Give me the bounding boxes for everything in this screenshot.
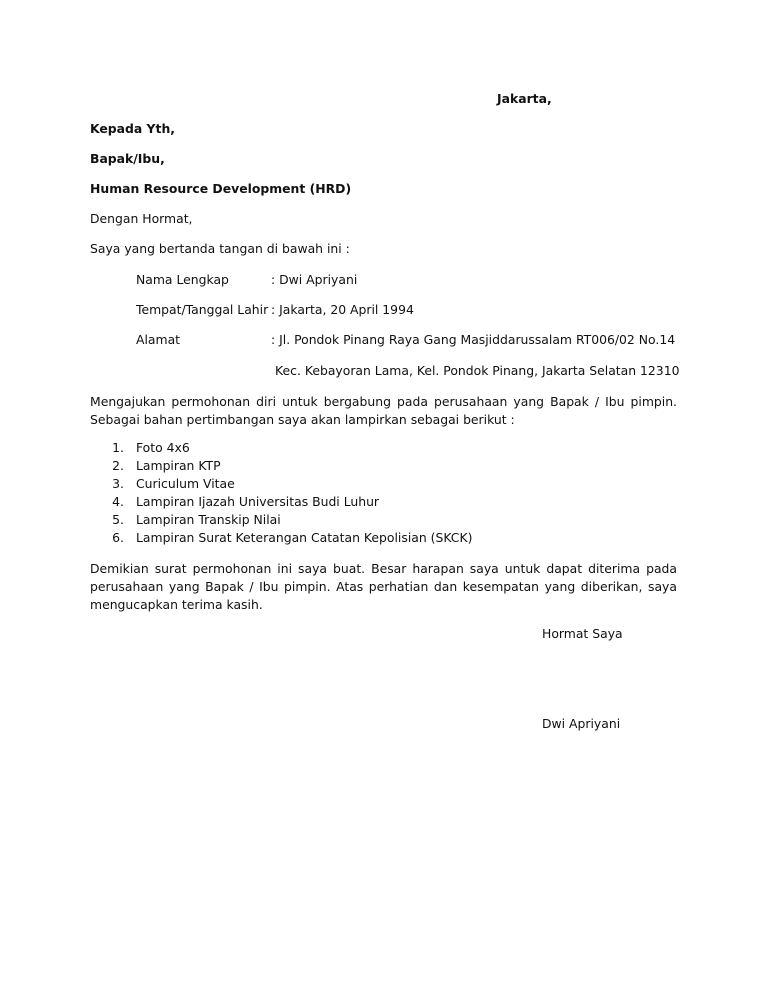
paragraph-application: Mengajukan permohonan diri untuk bergabung pada perusahaan yang Bapak / Ibu pimpin. Sebagai bahan pertimbangan saya akan lampirkan sebagai berikut :: [90, 394, 677, 427]
name-label: Nama Lengkap: [136, 272, 229, 287]
intro-line: Saya yang bertanda tangan di bawah ini :: [90, 241, 350, 256]
list-item-number: 5.: [112, 512, 124, 527]
address-value-1: : Jl. Pondok Pinang Raya Gang Masjiddarussalam RT006/02 No.14: [271, 332, 676, 347]
recipient-line-3: Human Resource Development (HRD): [90, 181, 352, 196]
list-item-text: Lampiran Ijazah Universitas Budi Luhur: [136, 494, 380, 509]
signature-name: Dwi Apriyani: [542, 716, 621, 731]
recipient-line-1: Kepada Yth,: [90, 121, 175, 136]
list-item-text: Lampiran KTP: [136, 458, 221, 473]
list-item-number: 6.: [112, 530, 124, 545]
address-value-2: Kec. Kebayoran Lama, Kel. Pondok Pinang, Jakarta Selatan 12310: [275, 363, 680, 378]
list-item-number: 2.: [112, 458, 124, 473]
list-item-number: 1.: [112, 440, 124, 455]
birth-value: : Jakarta, 20 April 1994: [271, 302, 414, 317]
address-label: Alamat: [136, 332, 181, 347]
closing-salutation: Hormat Saya: [542, 626, 623, 641]
paragraph-closing: Demikian surat permohonan ini saya buat. Besar harapan saya untuk dapat diterima pada perusahaan yang Bapak / Ibu pimpin. Atas perhatian dan kesempatan yang diberikan, saya mengucapkan terima kasih.: [90, 561, 677, 612]
list-item-number: 4.: [112, 494, 124, 509]
list-item-text: Curiculum Vitae: [136, 476, 235, 491]
list-item-text: Lampiran Surat Keterangan Catatan Kepolisian (SKCK): [136, 530, 473, 545]
list-item-text: Foto 4x6: [136, 440, 190, 455]
name-value: : Dwi Apriyani: [271, 272, 358, 287]
list-item-text: Lampiran Transkip Nilai: [136, 512, 281, 527]
place-date: Jakarta,: [497, 91, 552, 106]
list-item-number: 3.: [112, 476, 124, 491]
recipient-line-2: Bapak/Ibu,: [90, 151, 165, 166]
greeting: Dengan Hormat,: [90, 211, 193, 226]
birth-label: Tempat/Tanggal Lahir: [136, 302, 269, 317]
